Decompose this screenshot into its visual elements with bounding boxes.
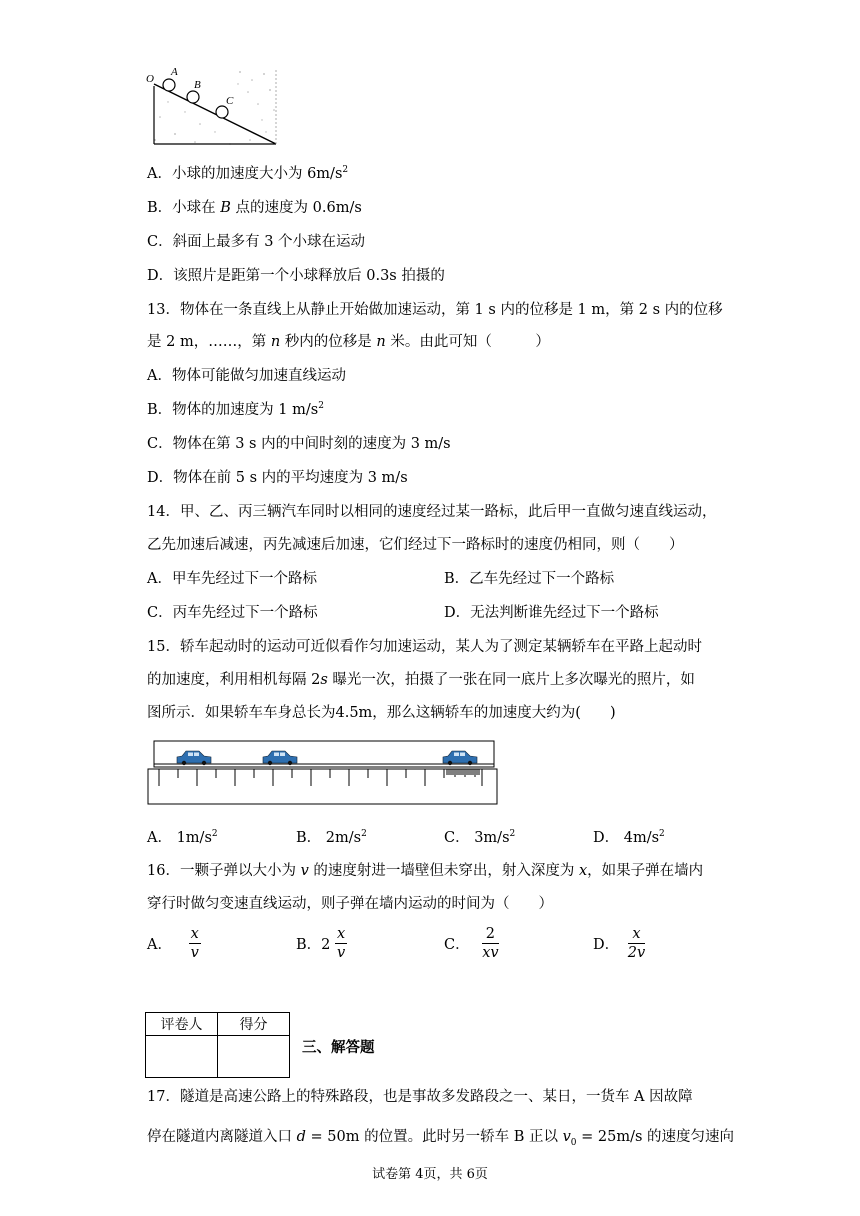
q15-option-b: B． $2m/s^2$ <box>296 829 367 846</box>
q15-stem-line2: 的加速度，利用相机每隔 2s 曝光一次，拍摄了一张在同一底片上多次曝光的照片，如 <box>147 672 695 688</box>
q15-option-a: A． $1m/s^2$ <box>147 829 218 846</box>
q14-option-d: D．无法判断谁先经过下一个路标 <box>444 605 659 621</box>
page-footer: 试卷第 4页，共 6页 <box>372 1167 488 1182</box>
label-c: C <box>226 95 234 107</box>
ball-c <box>216 106 228 118</box>
car-ruler-figure <box>145 740 500 806</box>
q15-option-c: C． $3m/s^2$ <box>444 829 516 846</box>
incline-figure <box>140 62 285 154</box>
q13-stem-line2: 是 2 m，……，第 n 秒内的位移是 n 米。由此可知（ ） <box>147 334 550 350</box>
q16-option-d: D． $\frac{x}{2v}$ <box>593 926 646 961</box>
ball-b <box>187 91 199 103</box>
q15-stem-line1: 15．轿车起动时的运动可近似看作匀加速运动，某人为了测定某辆轿车在平路上起动时 <box>147 639 702 655</box>
q15-stem-line3: 图所示．如果轿车车身总长为4.5m，那么这辆轿车的加速度大约为( ) <box>147 705 616 721</box>
q13-option-d: D．物体在前 5 s 内的平均速度为 3 m/s <box>147 470 408 486</box>
q13-option-b: B．物体的加速度为 1 $m/s^2$ <box>147 401 324 418</box>
score-cell[interactable] <box>218 1036 290 1078</box>
ball-a <box>163 79 175 91</box>
grader-header: 评卷人 <box>146 1013 218 1036</box>
q14-stem-line1: 14．甲、乙、丙三辆汽车同时以相同的速度经过某一路标，此后甲一直做匀速直线运动， <box>147 504 717 520</box>
q13-option-a: A．物体可能做匀加速直线运动 <box>147 368 346 384</box>
q14-option-a: A．甲车先经过下一个路标 <box>147 571 317 587</box>
q14-stem-line2: 乙先加速后减速，丙先减速后加速，它们经过下一路标时的速度仍相同，则（ ） <box>147 537 684 553</box>
q17-stem-line1: 17．隧道是高速公路上的特殊路段，也是事故多发路段之一、某日，一货车 A 因故障 <box>147 1089 693 1105</box>
q13-stem-line1: 13．物体在一条直线上从静止开始做加速运动，第 1 s 内的位移是 1 m，第 2 s 内的位移 <box>147 302 723 318</box>
q14-option-b: B．乙车先经过下一个路标 <box>444 571 615 587</box>
q16-option-a: A． $\frac{x}{v}$ <box>147 926 199 961</box>
q17-stem-line2: 停在隧道内离隧道入口 d = 50m 的位置。此时另一轿车 B 正以 $v_0 = 25m/s$ 的速度匀速向 <box>147 1129 735 1148</box>
q13-option-c: C．物体在第 3 s 内的中间时刻的速度为 3 m/s <box>147 436 451 452</box>
q12-option-b: B．小球在 B 点的速度为 0.6m/s <box>147 200 362 216</box>
q12-option-a: A．小球的加速度大小为 $6m/s^2$ <box>147 165 349 182</box>
q14-option-c: C．丙车先经过下一个路标 <box>147 605 318 621</box>
q15-option-d: D． $4m/s^2$ <box>593 829 665 846</box>
q16-stem-line1: 16．一颗子弹以大小为 v 的速度射进一墙壁但未穿出，射入深度为 x，如果子弹在墙内 <box>147 863 704 879</box>
q16-stem-line2: 穿行时做匀变速直线运动，则子弹在墙内运动的时间为（ ） <box>147 896 553 912</box>
section-title: 三、解答题 <box>302 1040 375 1056</box>
score-header: 得分 <box>218 1013 290 1036</box>
score-box <box>145 1012 290 1078</box>
label-a: A <box>171 66 178 78</box>
label-b: B <box>194 79 201 91</box>
grader-cell[interactable] <box>146 1036 218 1078</box>
label-o: O <box>146 73 154 85</box>
q16-option-c: C． $\frac{2}{xv}$ <box>444 926 499 961</box>
q16-option-b: B．2 $\frac{x}{v}$ <box>296 926 346 961</box>
q12-option-d: D．该照片是距第一个小球释放后 0.3s 拍摄的 <box>147 268 445 284</box>
q12-option-c: C．斜面上最多有 3 个小球在运动 <box>147 234 366 250</box>
